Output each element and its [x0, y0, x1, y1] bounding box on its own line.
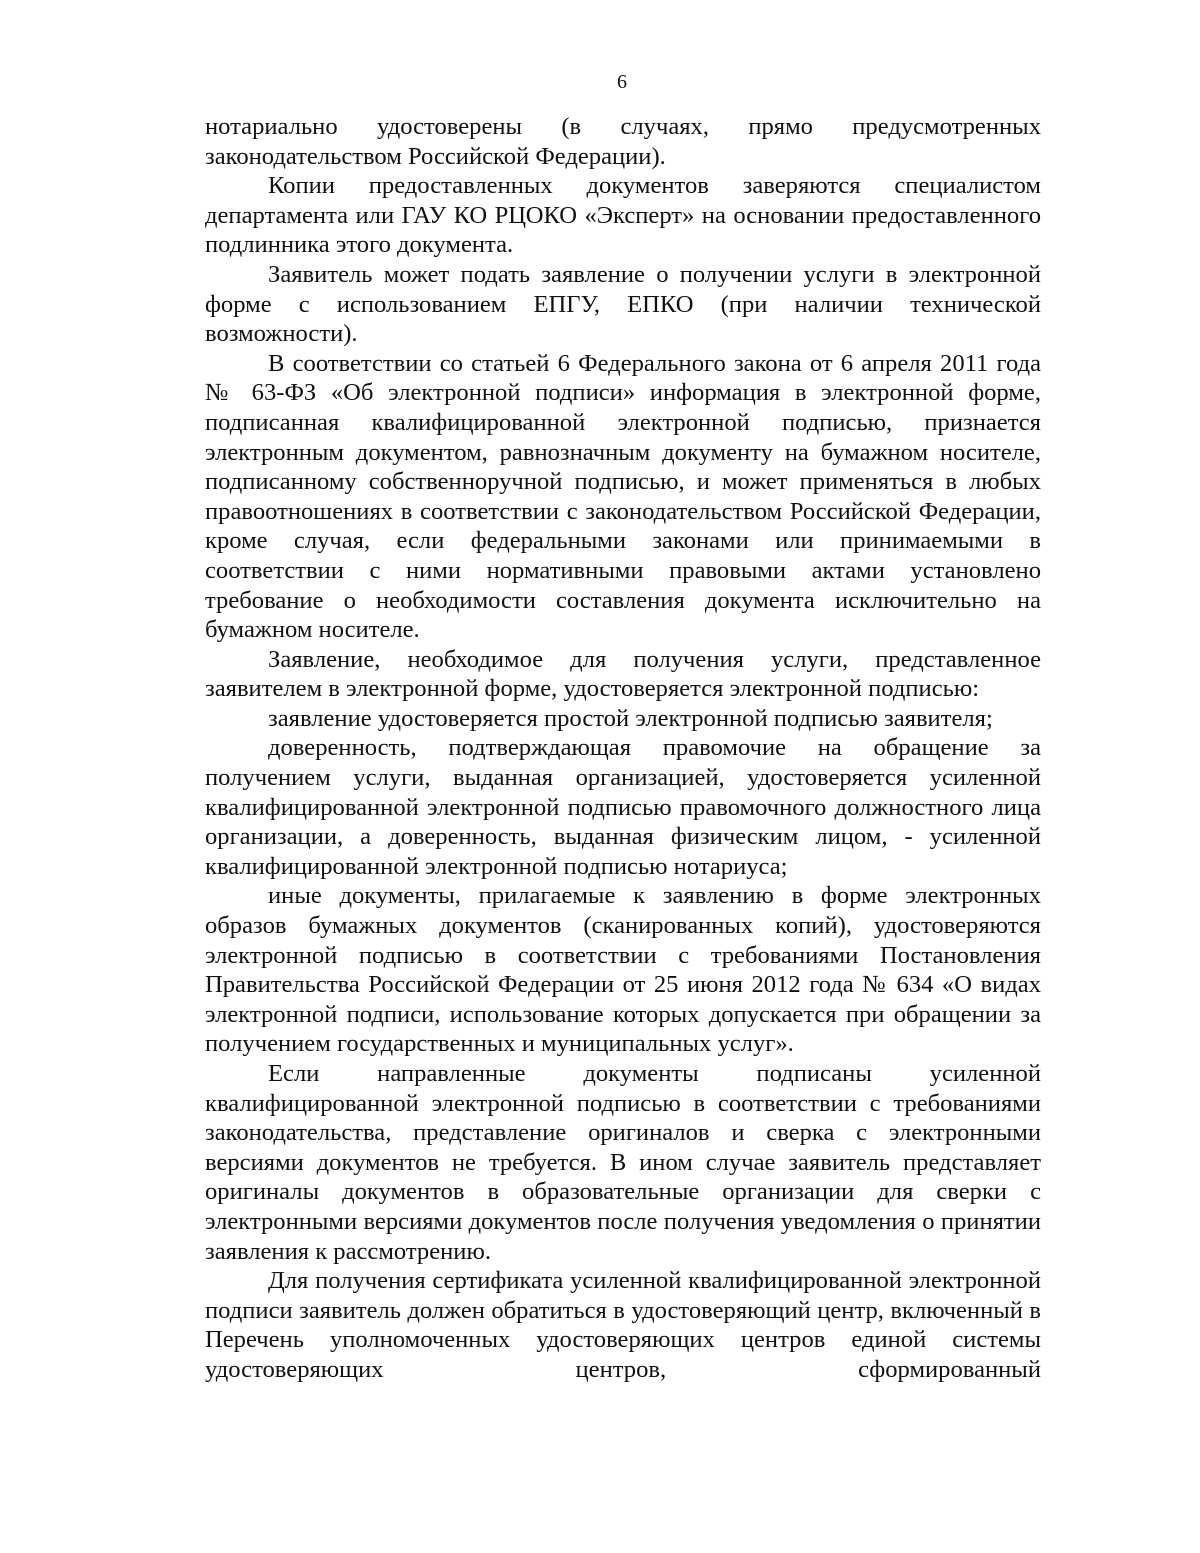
- paragraph-certificate-center: Для получения сертификата усиленной квалифицированной электронной подписи заявитель должен обратиться в удостоверяющий центр, включенный в Перечень уполномоченных удостоверяющих центров единой системы удостоверяющих центров, сформированный: [205, 1267, 1041, 1383]
- paragraph-application-signature: Заявление, необходимое для получения услуги, представленное заявителем в электронной форме, удостоверяется электронной подписью:: [205, 645, 1041, 703]
- paragraph-notarial: нотариально удостоверены (в случаях, прямо предусмотренных законодательством Российской Федерации).: [205, 113, 1041, 170]
- page-number: 6: [617, 71, 627, 93]
- paragraph-electronic-signature-law: В соответствии со статьей 6 Федерального закона от 6 апреля 2011 года № 63-ФЗ «Об электронной подписи» информация в электронной форме, подписанная квалифицированной электронной подписью, признается электронным документом, равнозначным документу на бумажном носителе, подписанному собственноручной подписью, и может применяться в любых правоотношениях в соответствии с законодательством Российской Федерации, кроме случая, если федеральными законами или принимаемыми в соответствии с ними нормативными правовыми актами установлено требование о необходимости составления документа исключительно на бумажном носителе.: [205, 349, 1041, 644]
- paragraph-other-documents: иные документы, прилагаемые к заявлению в форме электронных образов бумажных документов (сканированных копий), удостоверяются электронной подписью в соответствии с требованиями Постановления Правительства Российской Федерации от 25 июня 2012 года № 634 «О видах электронной подписи, использование которых допускается при обращении за получением государственных и муниципальных услуг».: [205, 882, 1041, 1058]
- paragraph-electronic-application: Заявитель может подать заявление о получении услуги в электронной форме с использованием ЕПГУ, ЕПКО (при наличии технической возможности).: [205, 260, 1041, 348]
- paragraph-copies-certification: Копии предоставленных документов заверяются специалистом департамента или ГАУ КО РЦОКО «Эксперт» на основании предоставленного подлинника этого документа.: [205, 172, 1041, 259]
- paragraph-power-of-attorney: доверенность, подтверждающая правомочие на обращение за получением услуги, выданная организацией, удостоверяется усиленной квалифицированной электронной подписью правомочного должностного лица организации, а доверенность, выданная физическим лицом, - усиленной квалифицированной электронной подписью нотариуса;: [205, 734, 1041, 880]
- paragraph-originals-verification: Если направленные документы подписаны усиленной квалифицированной электронной подписью в соответствии с требованиями законодательства, представление оригиналов и сверка с электронными версиями документов не требуется. В ином случае заявитель представляет оригиналы документов в образовательные организации для сверки с электронными версиями документов после получения уведомления о принятии заявления к рассмотрению.: [205, 1060, 1041, 1265]
- document-body: [205, 112, 1041, 1385]
- paragraph-simple-signature: заявление удостоверяется простой электронной подписью заявителя;: [268, 704, 993, 732]
